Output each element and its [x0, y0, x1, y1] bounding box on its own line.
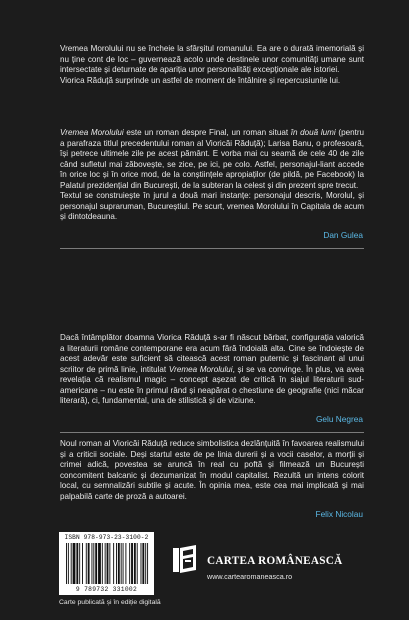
publisher-block	[171, 544, 371, 594]
review-1-author: Dan Gulea	[323, 229, 363, 240]
barcode-number: 9 789732 331002	[75, 586, 138, 593]
review-2-paragraph	[60, 333, 364, 407]
review-2-text-b: , și se va convinge. În plus, va avea revelația că realismul magic – concept așezat de critică în siajul literaturii sud-americane – nu este în primul rând și neapărat o chestiune de geografie (nici măcar literară), ci, fundamental, una de stilistică și de viziune.	[60, 364, 364, 406]
review-1	[60, 128, 364, 259]
book-title: Vremea Morolului	[60, 128, 124, 137]
review-2-author: Gelu Negrea	[315, 413, 363, 424]
review-3	[60, 439, 364, 520]
review-3-author: Felix Nicolau	[315, 509, 363, 520]
divider	[60, 248, 364, 249]
review-1-text-a: este un roman despre Final, un roman situat	[123, 128, 291, 137]
review-2	[60, 333, 364, 443]
intro-paragraph-1: Vremea Morolului nu se încheie la sfârșitul romanului. Ea are o durată imemorială și nu ține cont de loc – guvernează acolo unde destinele unor comunități umane sunt intersectate și deturnate de apariția unor personalități excepționale ale istoriei.	[60, 44, 364, 75]
publisher-url: www.cartearomaneasca.ro	[207, 572, 293, 581]
barcode-bars	[66, 543, 149, 584]
review-1-paragraph-2: Textul se construiește în jurul a două mari instanțe: personajul descris, Morolul, și personajul supraruman, Bucureștiul. Pe scurt, vremea Morolului în Capitala de acum și dintotdeauna.	[60, 191, 364, 222]
barcode-box	[59, 532, 154, 595]
book-title: Vremea Morolului	[168, 364, 233, 374]
intro-block	[60, 44, 364, 86]
review-1-paragraph-1	[60, 128, 364, 191]
publisher-name: CARTEA ROMÂNEASCĂ	[207, 555, 343, 567]
review-1-text-b: (pentru a parafraza titlul precedentului roman al Vioricăi Răduță); Larisa Banu, o profesoară, își petrece ultimele zile pe acest pământ. E vorba mai cu seamă de cele 40 de zile când sufletul mai zăbovește, se zice, pe ici, pe colo. Astfel, personajul-liant accede în orice loc și în orice mod, de la conștiințele apropiaților (de pildă, pe Facebook) la Palatul prezidențial din București, de la subteran la celest și din prezent spre trecut.	[60, 128, 365, 190]
publisher-logo-icon	[171, 545, 198, 574]
review-3-paragraph: Noul roman al Vioricăi Răduță reduce simbolistica dezlănțuită în favoarea realismului și a criticii sociale. Deși startul este de pe linia durerii și a vocii caselor, a morții și crimei adică, povestea se aruncă în real cu poftă și filmează un București concomitent balcanic și dezumanizat în modul capitalist. Rezultă un intens colorit local, cu semnalizări subtile și acute. În opinia mea, este cea mai implicată și mai palpabilă carte de proză a autoarei.	[60, 439, 364, 501]
intro-paragraph-2: Viorica Răduță surprinde un astfel de moment de întâlnire și repercusiunile lui.	[60, 75, 341, 85]
review-2-text-a: Dacă întâmplător doamna Viorica Răduță s-ar fi născut bărbat, configurația valorică a literaturii române contemporane era acum fără îndoială alta. Cine se îndoiește de acest adevăr este suficient să citească acest roman puternic și fascinant al unui scriitor de primă linie, intitulat	[60, 333, 364, 374]
digital-edition-note: Carte publicată și în ediție digitală	[59, 599, 161, 606]
divider	[60, 432, 364, 433]
isbn-label: ISBN 978-973-23-3100-2	[64, 534, 149, 541]
previous-title: în două lumi	[290, 128, 336, 137]
